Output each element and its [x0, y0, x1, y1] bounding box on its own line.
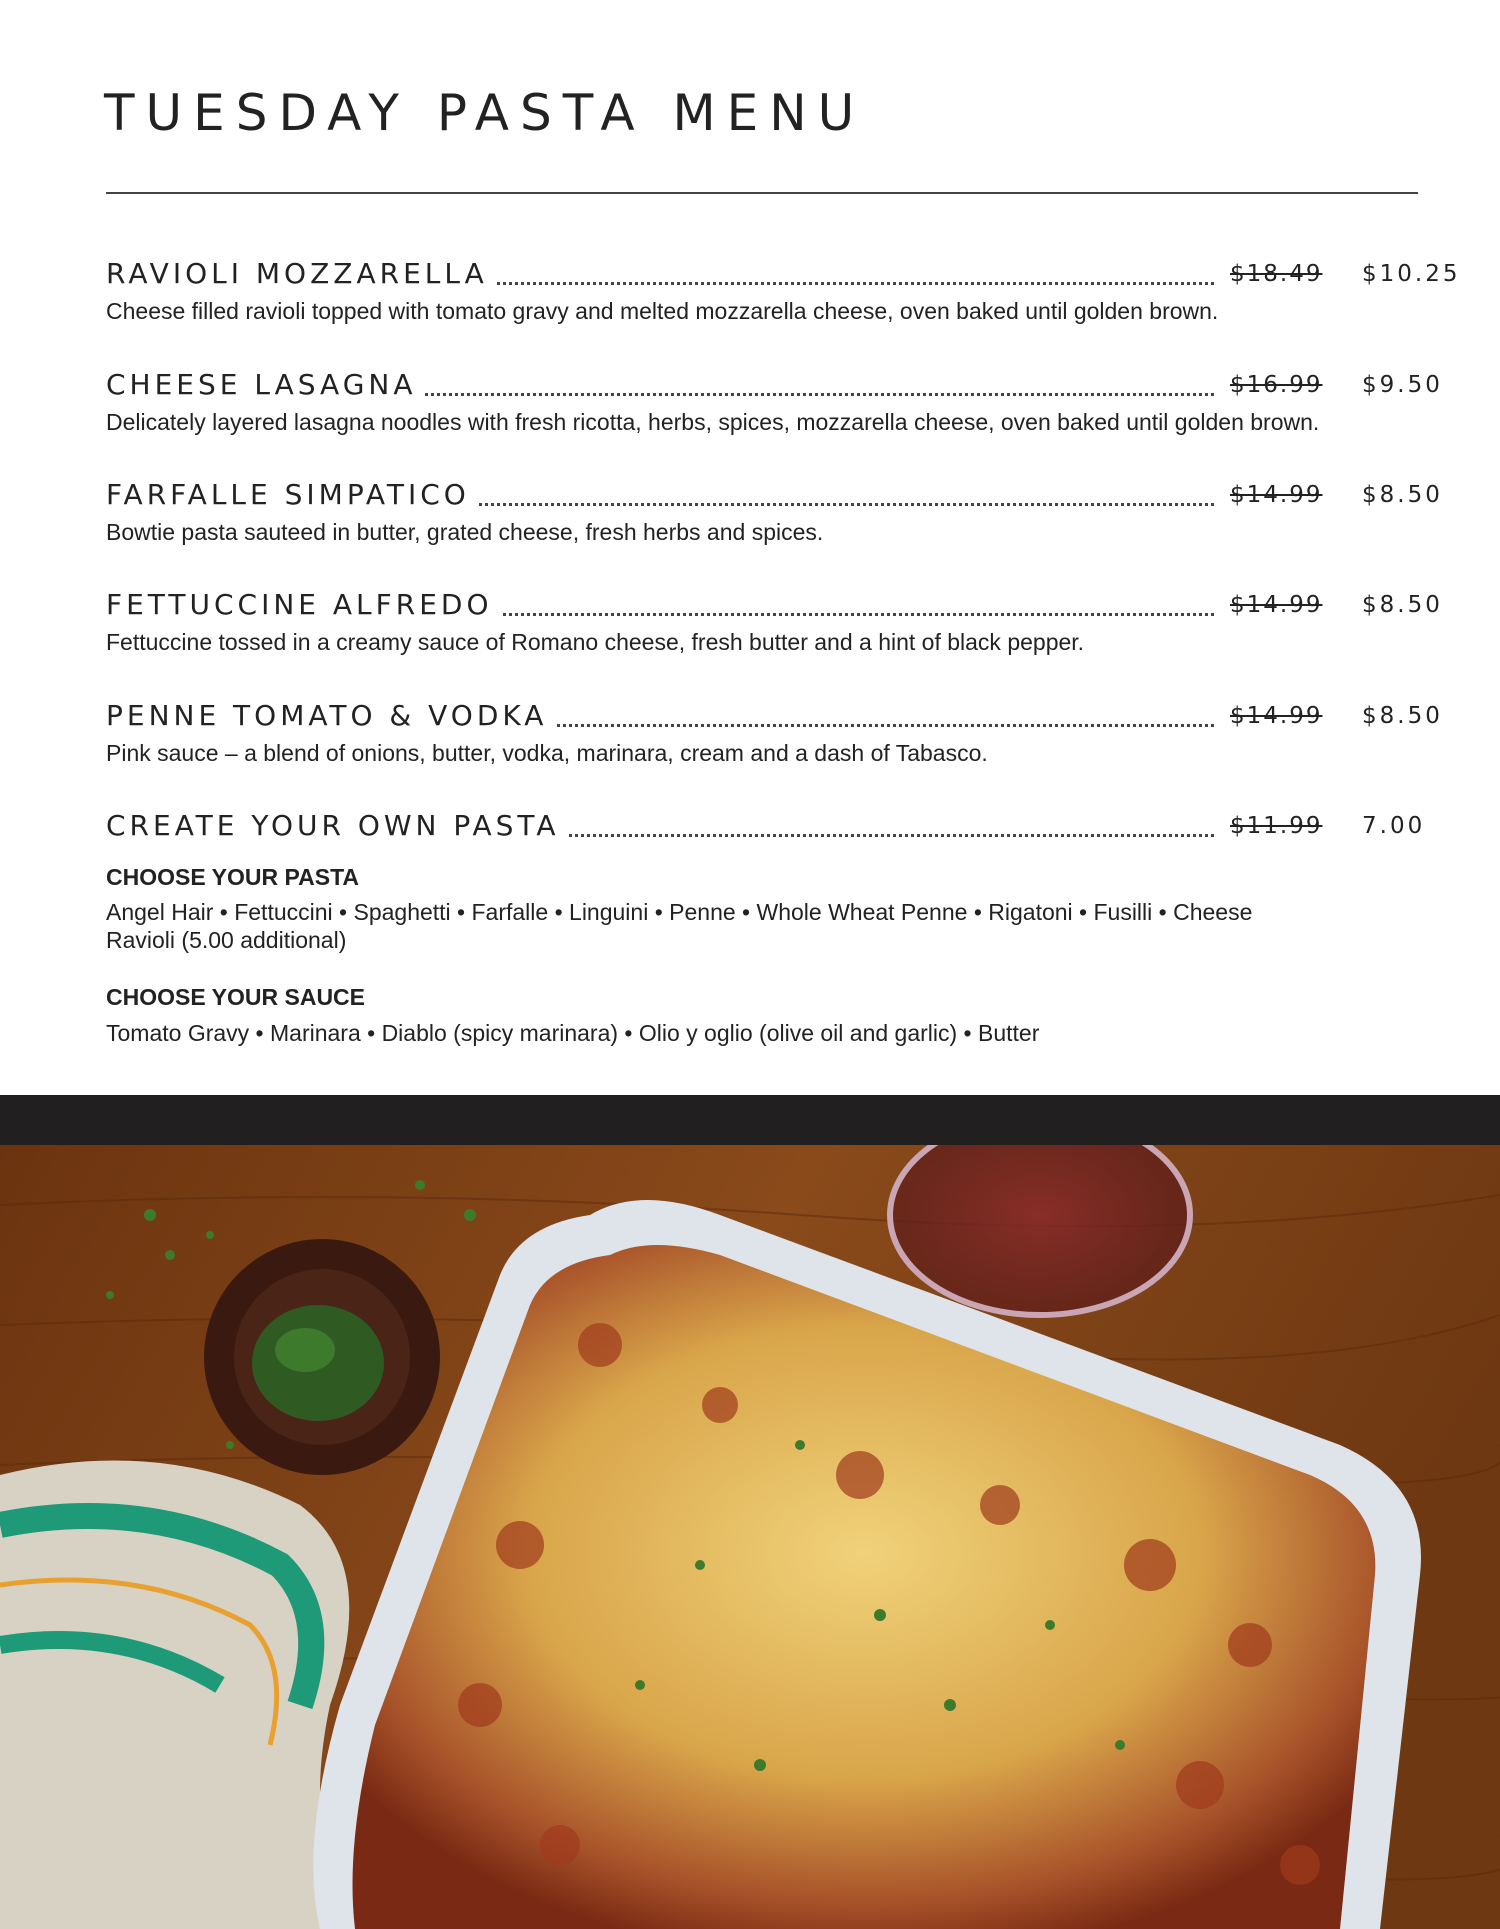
item-description: Bowtie pasta sauteed in butter, grated cheese, fresh herbs and spices. — [106, 519, 824, 545]
menu-item — [106, 806, 1456, 846]
item-description: Fettuccine tossed in a creamy sauce of Romano cheese, fresh butter and a hint of black pepper. — [106, 629, 1085, 655]
choose-sauce-heading: CHOOSE YOUR SAUCE — [106, 984, 366, 1010]
herb-bowl — [204, 1239, 440, 1475]
title-divider — [106, 192, 1418, 194]
item-name: CHEESE LASAGNA — [106, 365, 425, 405]
original-price: $18.49 — [1224, 254, 1322, 294]
sauce-options: Tomato Gravy • Marinara • Diablo (spicy marinara) • Olio y oglio (olive oil and garlic) • Butter — [106, 1020, 1040, 1046]
sale-price: $8.50 — [1362, 482, 1443, 508]
item-name: FETTUCCINE ALFREDO — [106, 585, 501, 625]
sale-price: 7.00 — [1362, 813, 1426, 839]
menu-item — [106, 585, 1456, 657]
menu-item — [106, 365, 1456, 437]
menu-item — [106, 475, 1456, 547]
sale-price: $9.50 — [1362, 372, 1443, 398]
menu-item — [106, 696, 1456, 768]
original-price: $11.99 — [1224, 806, 1322, 846]
item-name: CREATE YOUR OWN PASTA — [106, 806, 568, 846]
sale-price: $10.25 — [1362, 261, 1461, 287]
original-price: $16.99 — [1224, 365, 1322, 405]
item-description: Delicately layered lasagna noodles with fresh ricotta, herbs, spices, mozzarella cheese, oven baked until golden brown. — [106, 409, 1320, 435]
menu-title: TUESDAY PASTA MENU — [104, 84, 866, 142]
dark-band — [0, 1095, 1500, 1145]
lasagna-photo — [0, 1145, 1500, 1929]
original-price: $14.99 — [1224, 475, 1322, 515]
menu-item — [106, 254, 1461, 326]
sale-price: $8.50 — [1362, 592, 1443, 618]
item-name: RAVIOLI MOZZARELLA — [106, 254, 496, 294]
item-name: PENNE TOMATO & VODKA — [106, 696, 555, 736]
item-description: Cheese filled ravioli topped with tomato gravy and melted mozzarella cheese, oven baked until golden brown. — [106, 298, 1219, 324]
pasta-options: Angel Hair • Fettuccini • Spaghetti • Farfalle • Linguini • Penne • Whole Wheat Penne • Rigatoni • Fusilli • Cheese Ravioli (5.00 additional) — [106, 899, 1253, 953]
item-description: Pink sauce – a blend of onions, butter, vodka, marinara, cream and a dash of Tabasco. — [106, 740, 988, 766]
item-name: FARFALLE SIMPATICO — [106, 475, 478, 515]
original-price: $14.99 — [1224, 585, 1322, 625]
original-price: $14.99 — [1224, 696, 1322, 736]
wine-glass — [890, 1145, 1190, 1315]
choose-pasta-heading: CHOOSE YOUR PASTA — [106, 864, 360, 890]
sale-price: $8.50 — [1362, 703, 1443, 729]
lasagna-illustration — [0, 1145, 1500, 1929]
kitchen-towel — [0, 1460, 360, 1929]
